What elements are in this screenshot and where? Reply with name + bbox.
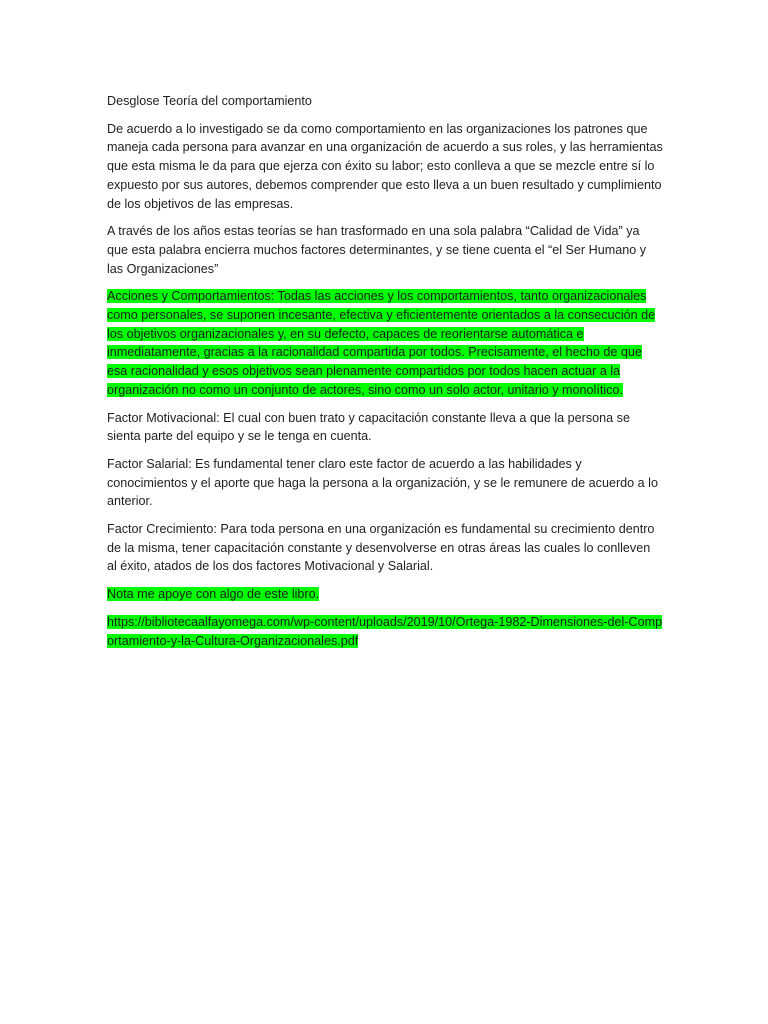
paragraph-text: A través de los años estas teorías se han trasformado en una sola palabra “Calidad de Vida” ya que esta palabra encierra muchos factores determinantes, y se tiene cuenta el “el Ser Humano y las Organizaciones” <box>107 224 647 276</box>
paragraph-text: Factor Salarial: Es fundamental tener claro este factor de acuerdo a las habilidades y conocimientos y el aporte que haga la persona a la organización, y se le remunere de acuerdo a lo anterior. <box>107 456 658 509</box>
paragraph-factor-salarial <box>107 455 663 511</box>
highlighted-text: Nota me apoye con algo de este libro. <box>107 587 320 602</box>
paragraph-acciones-comportamientos <box>107 287 663 399</box>
paragraph-nota <box>107 585 663 604</box>
paragraph-factor-crecimiento <box>107 520 663 576</box>
paragraph-comportamiento <box>107 120 663 214</box>
highlighted-text: Acciones y Comportamientos: Todas las acciones y los comportamientos, tanto organizacionales como personales, se suponen incesante, efectiva y eficientemente orientados a la consecución de los objetivos organizacionales y, en su defecto, capaces de reorientarse automática e inmediatamente, gracias a la racionalidad compartida por todos. Precisamente, el hecho de que esa racionalidad y esos objetivos sean plenamente compartidos por todos hacen actuar a la organización no como un conjunto de actores, sino como un solo actor, unitario y monolítico. <box>107 289 656 397</box>
paragraph-text: Factor Motivacional: El cual con buen trato y capacitación constante lleva a que la persona se sienta parte del equipo y se le tenga en cuenta. <box>107 410 630 444</box>
document-title: Desglose Teoría del comportamiento <box>107 94 312 108</box>
paragraph-factor-motivacional <box>107 409 663 446</box>
paragraph-text: Factor Crecimiento: Para toda persona en una organización es fundamental su crecimiento dentro de la misma, tener capacitación constante y desenvolverse en otras áreas las cuales lo conlleven al éxito, atados de los dos factores Motivacional y Salarial. <box>107 522 655 574</box>
paragraph-text: De acuerdo a lo investigado se da como comportamiento en las organizaciones los patrones que maneja cada persona para avanzar en una organización de acuerdo a sus roles, y las herramientas que esta misma le da para que ejerza con éxito su labor; esto conlleva a que se mezcle entre sí lo expuesto por sus autores, debemos comprender que esto lleva a un buen resultado y cumplimiento de los objetivos de las empresas. <box>107 121 663 211</box>
document-page <box>107 92 663 659</box>
paragraph-calidad-de-vida <box>107 222 663 278</box>
link-text[interactable]: https://bibliotecaalfayomega.com/wp-content/uploads/2019/10/Ortega-1982-Dimensiones-del-Comportamiento-y-la-Cultura-Organizacionales.pdf <box>107 614 663 648</box>
reference-link[interactable] <box>107 613 663 650</box>
